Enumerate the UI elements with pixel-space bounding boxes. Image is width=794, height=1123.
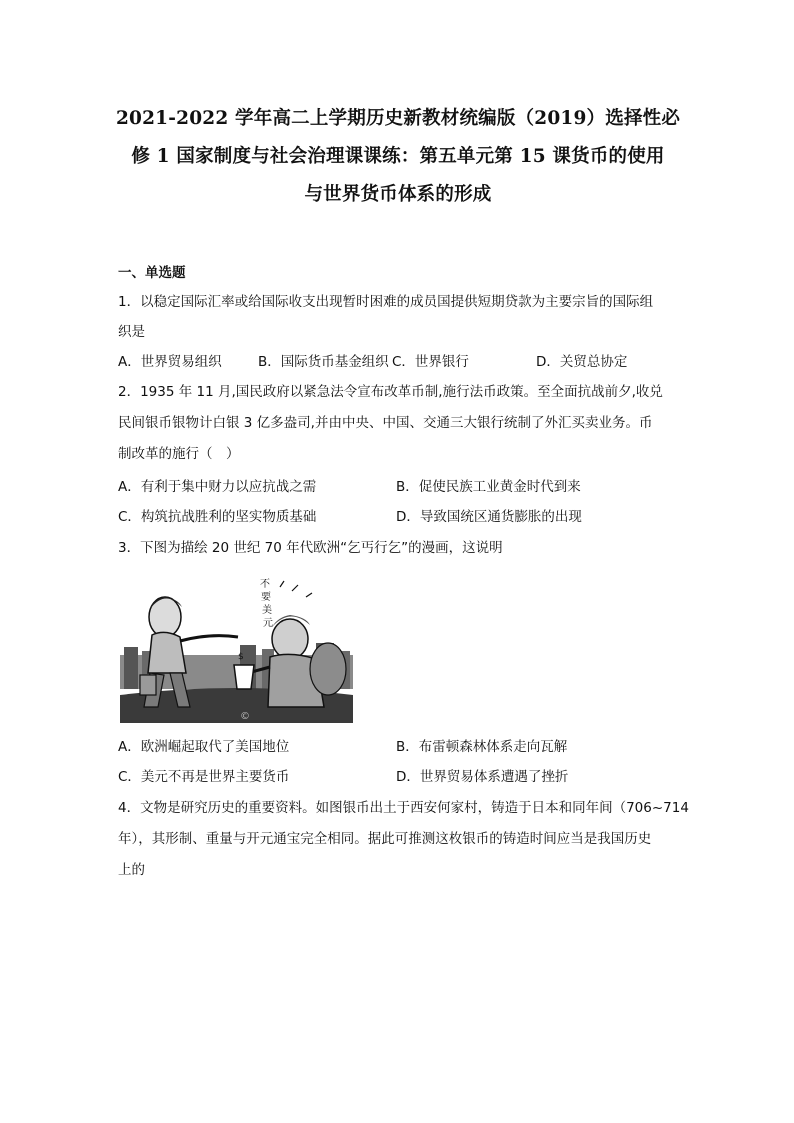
section-heading: 一、单选题 <box>118 265 186 281</box>
q2-stem-line-2: 民间银币银物计白银 3 亿多盎司,并由中央、中国、交通三大银行统制了外汇买卖业务。币 <box>118 415 653 431</box>
cartoon-speech-char-1: 不 <box>260 579 270 590</box>
q2-option-a: A．有利于集中财力以应抗战之需 <box>118 479 317 495</box>
q1-stem-line-2: 织是 <box>118 324 145 340</box>
q3-option-c: C．美元不再是世界主要货币 <box>118 769 290 785</box>
q1-option-b: B．国际货币基金组织 <box>258 354 389 370</box>
q3-option-b: B．布雷顿森林体系走向瓦解 <box>396 739 568 755</box>
q4-stem-line-1: 4．文物是研究历史的重要资料。如图银币出土于西安何家村，铸造于日本和同年间（706~714 <box>118 800 689 816</box>
q2-stem-line-3: 制改革的施行（ ） <box>118 446 240 462</box>
q3-stem-line-1: 3．下图为描绘 20 世纪 70 年代欧洲“乞丐行乞”的漫画，这说明 <box>118 540 503 556</box>
q3-option-d: D．世界贸易体系遭遇了挫折 <box>396 769 569 785</box>
title-line-3: 与世界货币体系的形成 <box>304 184 492 205</box>
q2-stem-line-1: 2．1935 年 11 月,国民政府以紧急法令宣布改革币制,施行法币政策。至全面抗战前夕,收兑 <box>118 384 663 400</box>
q1-option-c: C．世界银行 <box>392 354 469 370</box>
title-line-1: 2021-2022 学年高二上学期历史新教材统编版（2019）选择性必 <box>115 108 681 129</box>
document-title <box>112 100 684 214</box>
q4-stem-line-3: 上的 <box>118 862 145 878</box>
svg-text:$: $ <box>238 652 244 662</box>
q2-option-b: B．促使民族工业黄金时代到来 <box>396 479 581 495</box>
q2-option-c: C．构筑抗战胜利的坚实物质基础 <box>118 509 317 525</box>
q4-stem-line-2: 年），其形制、重量与开元通宝完全相同。据此可推测这枚银币的铸造时间应当是我国历史 <box>118 831 652 847</box>
q3-option-a: A．欧洲崛起取代了美国地位 <box>118 739 290 755</box>
svg-text:©: © <box>240 711 250 722</box>
svg-text:不 要 美: 不 要 美 元 <box>260 579 273 629</box>
beggar-cartoon-image <box>120 577 353 723</box>
title-line-2: 修 1 国家制度与社会治理课课练：第五单元第 15 课货币的使用 <box>131 146 665 167</box>
q1-option-d: D．关贸总协定 <box>536 354 628 370</box>
q1-option-a: A．世界贸易组织 <box>118 354 222 370</box>
q2-option-d: D．导致国统区通货膨胀的出现 <box>396 509 582 525</box>
q1-stem-line-1: 1．以稳定国际汇率或给国际收支出现暂时困难的成员国提供短期贷款为主要宗旨的国际组 <box>118 294 654 310</box>
